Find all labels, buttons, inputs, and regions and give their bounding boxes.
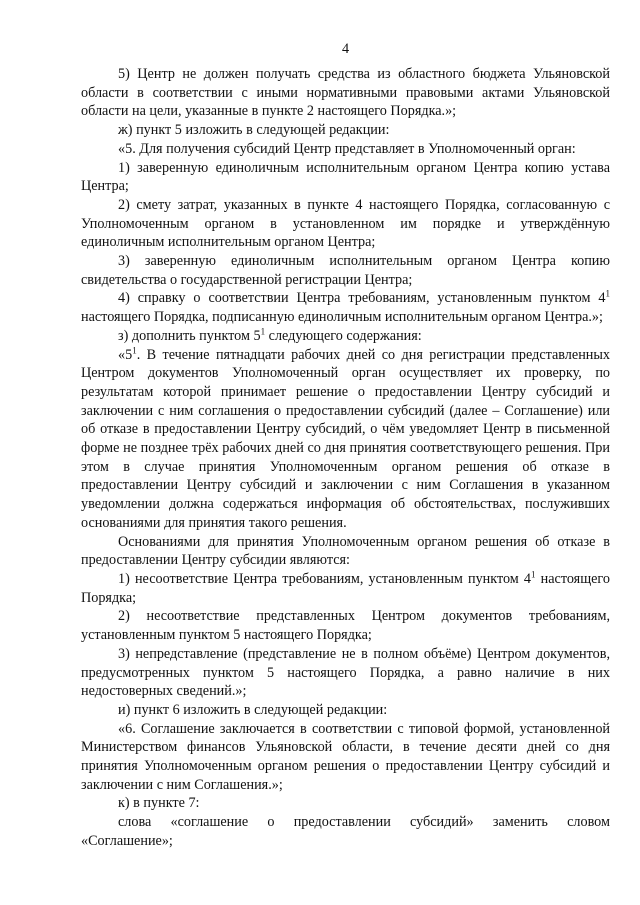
paragraph-8-text-a: з) дополнить пунктом 5	[118, 327, 261, 344]
paragraph-8-text-b: следующего содержания:	[265, 327, 422, 344]
paragraph-11-superscript: 1	[531, 569, 536, 580]
paragraph-12: 2) несоответствие представленных Центром документов требованиям, установленным пунктом 5 настоящего Порядка;	[81, 608, 610, 644]
paragraph-3: «5. Для получения субсидий Центр представляет в Уполномоченный орган:	[118, 140, 576, 157]
paragraph-7-text-b: настоящего Порядка, подписанную единоличным исполнительным органом Центра.»;	[81, 309, 603, 326]
paragraph-9-superscript: 1	[132, 344, 137, 355]
paragraph-7-superscript: 1	[605, 288, 610, 299]
paragraph-11-text-a: 1) несоответствие Центра требованиям, установленным пунктом 4	[118, 570, 532, 587]
page-number: 4	[341, 41, 350, 57]
paragraph-8-superscript: 1	[260, 326, 266, 337]
paragraph-10: Основаниями для принятия Уполномоченным органом решения об отказе в предоставлении Центру субсидии являются:	[81, 533, 610, 569]
paragraph-17: слова «соглашение о предоставлении субсидий» заменить словом «Соглашение»;	[81, 814, 610, 849]
paragraph-2: ж) пункт 5 изложить в следующей редакции:	[118, 122, 390, 139]
paragraph-5: 2) смету затрат, указанных в пункте 4 настоящего Порядка, согласованную с Уполномоченным органом в установленном им порядке и утверждённую единоличным исполнительным органом Центра;	[81, 196, 610, 251]
paragraph-1: 5) Центр не должен получать средства из областного бюджета Ульяновской области в соответствии с иными нормативными правовыми актами Ульяновской области на цели, указанные в пункте 2 настоящего Порядка.»;	[81, 66, 610, 120]
paragraph-6: 3) заверенную единоличным исполнительным органом Центра копию свидетельства о государственной регистрации Центра;	[81, 253, 610, 288]
paragraph-11-text-b: настоящего Порядка;	[81, 570, 610, 606]
paragraph-9-text-a: «5	[118, 346, 133, 363]
paragraph-9-text-b: . В течение пятнадцати рабочих дней со дня регистрации представленных Центром документов Уполномоченный орган осуществляет их проверку, по результатам которой принимает решение о предоставлении Центру субсидий и заключении с ним соглашения о предоставлении субсидий (далее – Соглашение) или об отказе в предоставлении Центру субсидий, о чём уведомляет Центр в письменной форме не позднее трёх рабочих дней со дня принятия соответствующего решения. При этом в случае принятия Уполномоченным органом решения об отказе в предоставлении Центру субсидий и заключении с ним Соглашения в указанном уведомлении должна содержаться информация об обстоятельствах, послуживших основаниями для принятия такого решения.	[81, 346, 610, 531]
paragraph-13: 3) непредставление (представление не в полном объёме) Центром документов, предусмотренных пунктом 5 настоящего Порядка, а равно наличие в них недостоверных сведений.»;	[81, 645, 610, 700]
paragraph-14: и) пункт 6 изложить в следующей редакции:	[118, 701, 388, 718]
paragraph-8	[81, 327, 610, 346]
paragraph-7	[81, 289, 610, 326]
paragraph-16: к) в пункте 7:	[118, 795, 200, 812]
paragraph-4: 1) заверенную единоличным исполнительным органом Центра копию устава Центра;	[81, 159, 610, 195]
paragraph-15: «6. Соглашение заключается в соответствии с типовой формой, установленной Министерством финансов Ульяновской области, в течение десяти дней со дня принятия Уполномоченным органом решения о предоставлении Центру субсидий и заключении с ним Соглашения.»;	[81, 720, 610, 793]
paragraph-7-text-a: 4) справку о соответствии Центра требованиям, установленным пунктом 4	[118, 290, 606, 307]
paragraph-9	[81, 346, 610, 533]
paragraph-11	[81, 570, 610, 607]
